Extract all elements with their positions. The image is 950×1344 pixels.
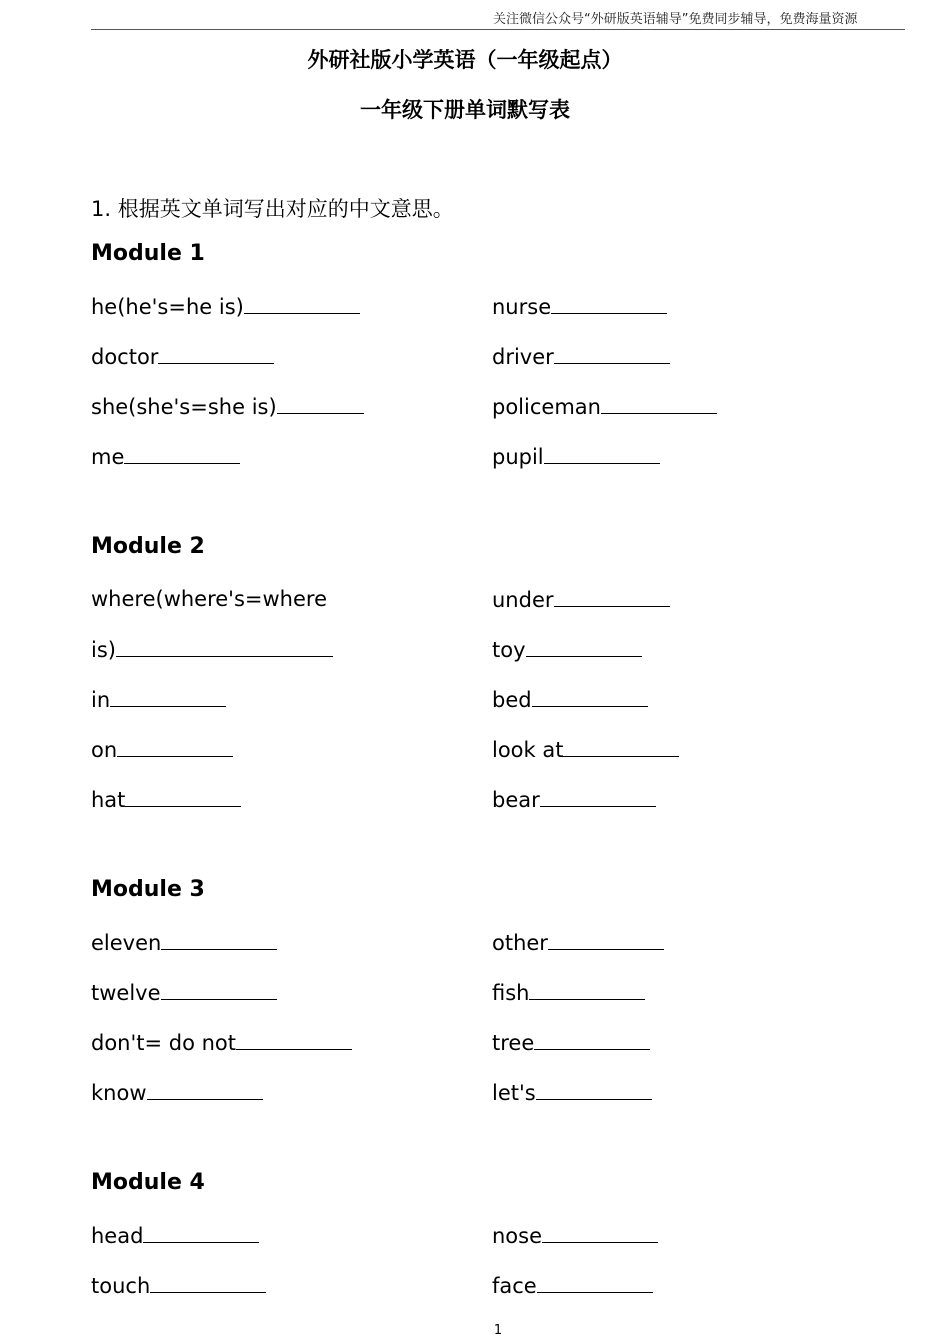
answer-blank[interactable] [554,343,670,364]
answer-blank[interactable] [551,293,667,314]
answer-blank[interactable] [532,686,648,707]
answer-blank[interactable] [117,736,233,757]
answer-blank[interactable] [542,1222,658,1243]
word-item: policeman [492,393,717,420]
exercise-instruction: 1. 根据英文单词写出对应的中文意思。 [91,197,454,221]
module-heading: Module 1 [91,241,205,266]
header-divider [91,29,905,30]
word-item: other [492,929,664,956]
word-item: let's [492,1079,652,1106]
word-item: bed [492,686,648,713]
answer-blank[interactable] [147,1079,263,1100]
answer-blank[interactable] [563,736,679,757]
answer-blank[interactable] [277,393,364,414]
answer-blank[interactable] [161,929,277,950]
answer-blank[interactable] [536,1079,652,1100]
word-item: driver [492,343,670,370]
word-item: hat [91,786,241,813]
word-item: know [91,1079,263,1106]
answer-blank[interactable] [540,786,656,807]
answer-blank[interactable] [554,586,670,607]
document-title: 外研社版小学英语（一年级起点） [307,48,623,72]
word-item: toy [492,636,642,663]
word-item: doctor [91,343,274,370]
word-item: she(she's=she is) [91,393,364,420]
answer-blank[interactable] [143,1222,259,1243]
module-heading: Module 3 [91,877,205,902]
word-item: nurse [492,293,667,320]
answer-blank[interactable] [236,1029,352,1050]
answer-blank[interactable] [125,786,241,807]
answer-blank[interactable] [158,343,274,364]
word-item: pupil [492,443,660,470]
word-item: me [91,443,240,470]
word-item: bear [492,786,656,813]
word-item: nose [492,1222,658,1249]
answer-blank[interactable] [150,1272,266,1293]
word-item: on [91,736,233,763]
answer-blank[interactable] [110,686,226,707]
word-item: in [91,686,226,713]
answer-blank[interactable] [529,979,645,1000]
word-item: under [492,586,670,613]
word-item: he(he's=he is) [91,293,360,320]
module-heading: Module 4 [91,1170,205,1195]
word-item: look at [492,736,679,763]
word-item: where(where's=where [91,587,327,611]
document-subtitle: 一年级下册单词默写表 [360,98,570,122]
answer-blank[interactable] [548,929,664,950]
answer-blank[interactable] [116,636,333,657]
answer-blank[interactable] [534,1029,650,1050]
answer-blank[interactable] [244,293,360,314]
answer-blank[interactable] [161,979,277,1000]
answer-blank[interactable] [601,393,717,414]
answer-blank[interactable] [537,1272,653,1293]
word-item: is) [91,636,333,663]
module-heading: Module 2 [91,534,205,559]
word-item: fish [492,979,645,1006]
answer-blank[interactable] [124,443,240,464]
word-item: don't= do not [91,1029,352,1056]
word-item: eleven [91,929,277,956]
header-note: 关注微信公众号“外研版英语辅导”免费同步辅导，免费海量资源 [493,12,858,27]
word-item: touch [91,1272,266,1299]
page-number: 1 [493,1323,503,1338]
word-item: head [91,1222,259,1249]
word-item: tree [492,1029,650,1056]
word-item: twelve [91,979,277,1006]
answer-blank[interactable] [544,443,660,464]
answer-blank[interactable] [526,636,642,657]
word-item: face [492,1272,653,1299]
